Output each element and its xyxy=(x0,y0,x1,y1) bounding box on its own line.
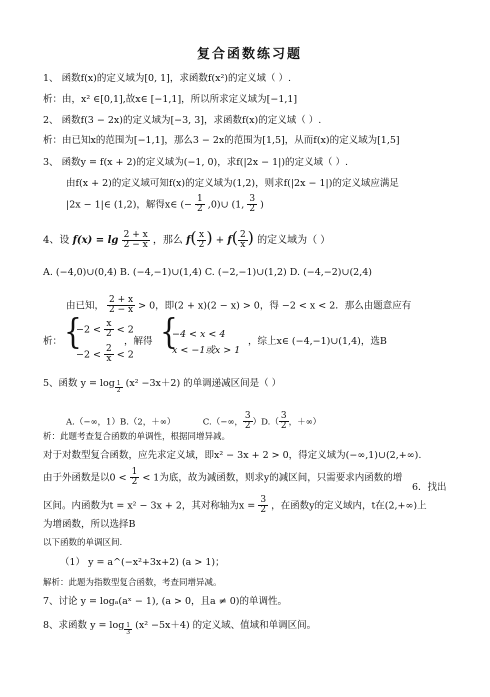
left-brace-2: { xyxy=(160,310,178,352)
question-3-analysis-line2 xyxy=(66,195,264,215)
q4-analysis-fraction: $\frac{2 + x}{2 - x}$ xyxy=(109,295,134,316)
sys1-row1-a: −2 < xyxy=(76,324,101,336)
q4-system1-row2 xyxy=(76,345,134,365)
q6-margin-note: 6．找出 xyxy=(412,482,447,493)
q4-prefix: 4、设 xyxy=(43,235,70,246)
sys1-row2-b: < 2 xyxy=(116,349,134,361)
q4-main-fraction: $\frac{2 + x}{2 - x}$ xyxy=(123,229,148,250)
q5-option-ab: A.（−∞，1）B.（2，＋∞） xyxy=(66,417,176,428)
q4-f-b: f xyxy=(227,235,232,246)
q8-text-b: (x² −5x＋4) 的定义域、值域和单调区间。 xyxy=(135,620,317,631)
q4-analysis-a: 由已知， xyxy=(66,300,105,312)
q8-log-base: $\frac{1}{3}$ xyxy=(126,621,131,636)
question-7-text: 7、讨论 y = logₐ(aˣ − 1), (a > 0，且a ≠ 0)的单调性。 xyxy=(43,596,287,607)
q4-suffix: 的定义域为（ ） xyxy=(257,235,331,246)
q5-analysis-3b: < 1为底，故为减函数，则求y的减区间，只需要求内函数的增 xyxy=(142,472,403,484)
q5-text-b: (x² −3x＋2) 的单调递减区间是（ ） xyxy=(125,378,282,389)
q4-frac-x-over-2: $\frac{x}{2}$ xyxy=(198,229,205,250)
q5-analysis-5: 为增函数，所以选择B xyxy=(43,519,136,530)
q4-analysis-label: 析： xyxy=(43,336,63,347)
q3-analysis-part-a: |2x − 1|∈ (1,2)，解得x∈ (− xyxy=(66,199,192,211)
question-5-text xyxy=(43,378,281,394)
q4-solve-text: ，解得 xyxy=(124,336,153,347)
q4-system2-row1: −4 < x < 4 xyxy=(172,329,226,340)
q5-option-d-end: ，＋∞） xyxy=(288,417,322,428)
q6-item-1: （1） y = a^(−x²+3x+2) (a > 1)； xyxy=(60,557,225,568)
q5-analysis-4b: ，在函数y的定义域内，t在(2,+∞)上 xyxy=(271,500,427,512)
q4-system2-row2: x < −1或x > 1 xyxy=(172,345,241,356)
document-title: 复合函数练习题 xyxy=(197,47,303,62)
question-2-text: 2、 函数f(3 − 2x)的定义域为[−3, 3]，求函数f(x)的定义域（ ）. xyxy=(43,115,322,126)
q5-option-d: ）D.（ xyxy=(252,417,279,428)
q5-analysis-3 xyxy=(43,468,402,488)
q5-analysis-3a: 由于外函数是以0 < xyxy=(43,472,127,484)
q6-intro: 以下函数的单调区间. xyxy=(43,538,123,548)
q5-analysis-1: 析：此题考查复合函数的单调性，根据同增异减。 xyxy=(43,432,231,442)
q6-analysis: 解析：此题为指数型复合函数，考查同增异减。 xyxy=(43,578,222,588)
question-4-text: 4、设 f(x) = lg $\frac{2 + x}{2 - x}$ ，那么 f( $\frac{x}{2}$ ) + f( $\frac{2}{x}$ ) 的定义域为（ ） xyxy=(43,228,331,250)
q3-analysis-part-c: ) xyxy=(260,199,264,211)
question-8-text xyxy=(43,620,316,636)
q4-conclusion: ，综上x∈ (−4,−1)∪(1,4)，选B xyxy=(248,336,387,347)
q4-mid: ，那么 xyxy=(152,235,183,246)
question-1-analysis: 析：由，x² ∈[0,1],故x∈ [−1,1]，所以所求定义域为[−1,1] xyxy=(43,94,298,105)
left-brace-1: { xyxy=(64,310,82,352)
q3-analysis-part-b: ,0)∪ (1, xyxy=(207,199,245,211)
q5-opt-c-frac: $\frac{3}{2}$ xyxy=(244,411,251,432)
q4-frac-2-over-x: $\frac{2}{x}$ xyxy=(239,229,246,250)
fraction-one-half: $\frac{1}{2}$ xyxy=(197,194,203,215)
sys1-row2-frac: $\frac{2}{x}$ xyxy=(106,344,112,365)
q5-analysis-3-frac: $\frac{1}{2}$ xyxy=(131,467,138,488)
question-4-options: A. (−4,0)∪(0,4) B. (−4,−1)∪(1,4) C. (−2,−1)∪(1,2) D. (−4,−2)∪(2,4) xyxy=(43,267,372,278)
q5-analysis-4a: 区间。内函数为t = x² − 3x + 2，其对称轴为x = xyxy=(43,500,256,512)
q5-opt-d-frac: $\frac{3}{2}$ xyxy=(280,411,287,432)
q5-analysis-4 xyxy=(43,496,427,516)
q5-text-a: 5、函数 y = log xyxy=(43,378,115,389)
sys1-row1-frac: $\frac{x}{2}$ xyxy=(106,319,112,340)
question-2-analysis: 析：由已知x的范围为[−1,1]，那么3 − 2x的范围为[1,5]，从而f(x)的定义域为[1,5] xyxy=(43,135,400,146)
question-3-text: 3、 函数y = f(x + 2)的定义域为(−1, 0)，求f(|2x − 1|)的定义域（ ）. xyxy=(43,157,349,168)
q5-analysis-2: 对于对数型复合函数，应先求定义域，即x² − 3x + 2 > 0，得定义域为(−∞,1)∪(2,+∞). xyxy=(43,450,422,461)
q4-plus: + xyxy=(215,235,225,246)
q5-analysis-4-frac: $\frac{3}{2}$ xyxy=(260,495,267,516)
q5-option-c: C.（−∞， xyxy=(202,417,243,428)
question-1-text: 1、 函数f(x)的定义域为[0, 1]，求函数f(x²)的定义域（ ）. xyxy=(43,73,292,84)
q4-f-a: f xyxy=(186,235,191,246)
q4-function: f(x) = lg xyxy=(72,235,119,246)
q8-text-a: 8、求函数 y = log xyxy=(43,620,125,631)
question-3-analysis-line1: 由f(x + 2)的定义域可知f(x)的定义域为(1,2)，则求f(|2x − 1|)的定义域应满足 xyxy=(66,178,399,189)
question-4-analysis-line1 xyxy=(66,296,411,316)
sys1-row2-a: −2 < xyxy=(76,349,101,361)
q5-log-base: $\frac{1}{2}$ xyxy=(116,379,121,394)
question-5-options xyxy=(66,412,321,432)
sys1-row1-b: < 2 xyxy=(116,324,134,336)
q4-analysis-b: > 0，即(2 + x)(2 − x) > 0，得 −2 < x < 2．那么由题意应有 xyxy=(138,300,412,312)
fraction-three-halves: $\frac{3}{2}$ xyxy=(249,194,256,215)
